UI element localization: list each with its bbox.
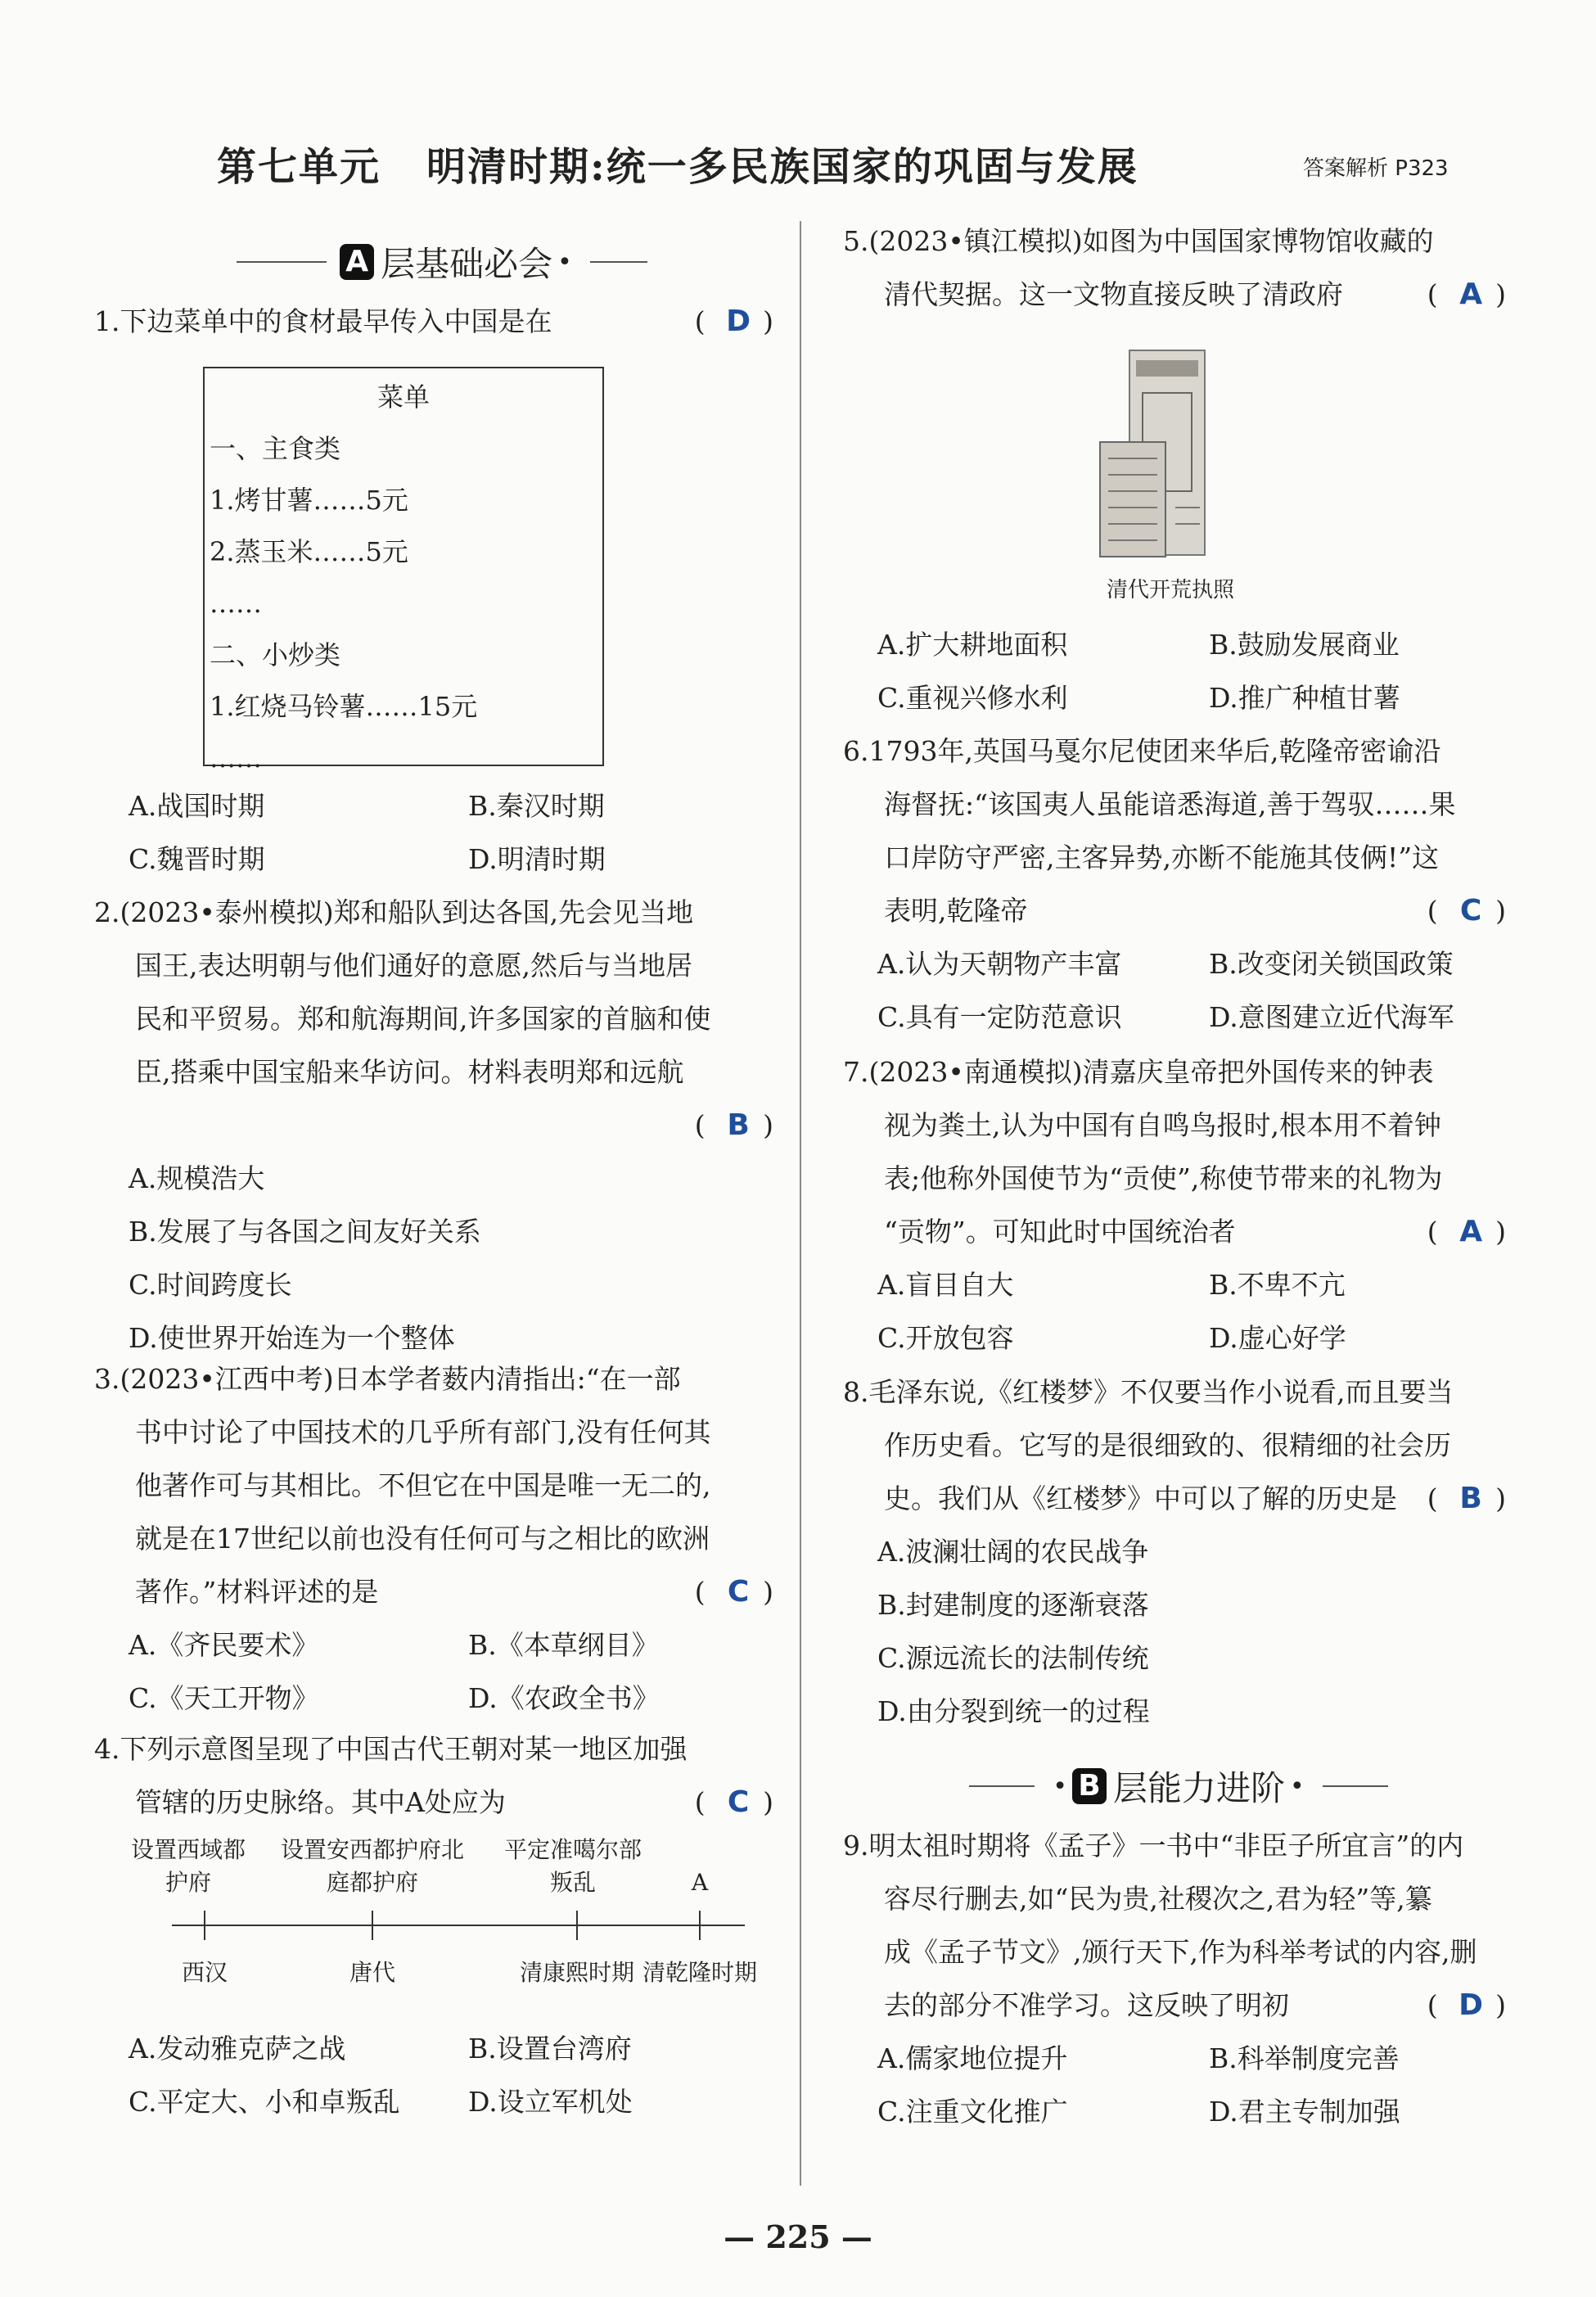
option[interactable]: C.平定大、小和卓叛乱	[128, 2086, 400, 2118]
answer-box: ( B )	[94, 1099, 773, 1152]
option[interactable]: B.封建制度的逐渐衰落	[877, 1589, 1149, 1621]
question-stem-line: 9.明太祖时期将《孟子》一书中“非臣子所宜言”的内	[843, 1830, 1464, 1862]
question-stem-line: 成《孟子节文》,颁行天下,作为科举考试的内容,删	[884, 1936, 1477, 1968]
menu-line: 一、主食类	[210, 433, 341, 464]
menu-line: ……	[210, 588, 262, 619]
menu-line: 二、小炒类	[210, 639, 341, 670]
header-dot: •	[1053, 1771, 1067, 1801]
question-4-options	[94, 2022, 773, 2128]
unit-title-text: 明清时期:统一多民族国家的巩固与发展	[426, 144, 1138, 190]
answer-box: ( C )	[1427, 884, 1506, 937]
answer-letter: C	[727, 1785, 750, 1819]
header-rule	[969, 1785, 1035, 1787]
question-stem: 1.下边菜单中的食材最早传入中国是在	[94, 305, 552, 337]
option[interactable]: D.推广种植甘薯	[1209, 682, 1400, 714]
menu-title: 菜单	[376, 381, 430, 413]
question-8	[843, 1365, 1506, 1738]
answer-box: ( D )	[1427, 1979, 1506, 2032]
question-stem-line: 8.毛泽东说,《红楼梦》不仅要当作小说看,而且要当	[843, 1376, 1454, 1408]
question-stem-line: 臣,搭乘中国宝船来华访问。材料表明郑和远航	[135, 1056, 684, 1088]
section-b-badge: B	[1072, 1768, 1107, 1804]
timeline-event: 设置安西都护府北庭都护府	[280, 1836, 464, 1896]
question-stem-line: 表明,乾隆帝	[884, 895, 1028, 927]
option[interactable]: C.源远流长的法制传统	[877, 1642, 1149, 1674]
answer-letter: B	[727, 1108, 750, 1142]
option[interactable]: D.《农政全书》	[468, 1682, 660, 1714]
option[interactable]: C.具有一定防范意识	[877, 1001, 1122, 1033]
question-stem-line: 就是在17世纪以前也没有任何可与之相比的欧洲	[135, 1523, 710, 1555]
timeline-period: 西汉	[181, 1959, 228, 1986]
option[interactable]: A.波澜壮阔的农民战争	[877, 1536, 1149, 1568]
question-stem-line: 著作。”材料评述的是	[135, 1576, 379, 1608]
timeline-diagram	[131, 1834, 761, 1997]
option[interactable]: B.科举制度完善	[1209, 2042, 1400, 2074]
option[interactable]: C.重视兴修水利	[877, 682, 1068, 714]
header-rule	[237, 261, 327, 263]
section-b-label: 层能力进阶	[1112, 1768, 1285, 1808]
section-a-header	[196, 233, 688, 291]
header-rule	[1323, 1785, 1388, 1787]
menu-line: 1.红烧马铃薯……15元	[210, 691, 478, 722]
question-stem-line: 5.(2023•镇江模拟)如图为中国国家博物馆收藏的	[843, 225, 1434, 257]
answer-letter: B	[1459, 1482, 1482, 1515]
answer-letter: D	[1458, 1988, 1484, 2022]
option[interactable]: C.魏晋时期	[128, 843, 265, 875]
question-stem-line: “贡物”。可知此时中国统治者	[884, 1216, 1236, 1248]
question-stem-line: 书中讨论了中国技术的几乎所有部门,没有任何其	[135, 1416, 711, 1448]
timeline-event-a: A	[691, 1869, 709, 1896]
answer-box: ( A )	[1427, 268, 1506, 321]
answer-letter: D	[726, 305, 751, 338]
option[interactable]: D.虚心好学	[1209, 1322, 1346, 1354]
question-stem-line: 7.(2023•南通模拟)清嘉庆皇帝把外国传来的钟表	[843, 1056, 1434, 1088]
option[interactable]: B.设置台湾府	[468, 2033, 632, 2065]
question-1	[94, 295, 773, 348]
answer-box: ( D )	[695, 295, 773, 348]
answer-letter: C	[1459, 894, 1482, 927]
header-dot: •	[1290, 1771, 1305, 1801]
option[interactable]: B.《本草纲目》	[468, 1629, 659, 1661]
question-stem-line: 作历史看。它写的是很细致的、很精细的社会历	[884, 1429, 1451, 1461]
question-1-options	[94, 779, 773, 886]
timeline-period: 清康熙时期	[519, 1959, 634, 1986]
timeline-period: 唐代	[349, 1959, 395, 1986]
column-divider	[800, 221, 801, 2186]
question-5	[843, 214, 1506, 321]
question-stem-line: 他著作可与其相比。不但它在中国是唯一无二的,	[135, 1469, 711, 1501]
option[interactable]: D.由分裂到统一的过程	[877, 1695, 1150, 1727]
menu-line: ……	[210, 742, 262, 774]
option[interactable]: D.明清时期	[468, 843, 606, 875]
option[interactable]: A.儒家地位提升	[877, 2042, 1068, 2074]
answer-box: ( A )	[1427, 1205, 1506, 1258]
question-stem-line: 4.下列示意图呈现了中国古代王朝对某一地区加强	[94, 1733, 688, 1765]
question-stem-line: 3.(2023•江西中考)日本学者薮内清指出:“在一部	[94, 1363, 681, 1395]
timeline-event: 平定准噶尔部叛乱	[503, 1836, 642, 1896]
answer-box: ( C )	[695, 1776, 773, 1829]
question-stem-line: 海督抚:“该国夷人虽能谙悉海道,善于驾驭……果	[884, 788, 1456, 820]
timeline-period: 清乾隆时期	[642, 1959, 757, 1986]
answer-box: ( B )	[1427, 1472, 1506, 1525]
answer-letter: A	[1459, 278, 1483, 311]
option[interactable]: B.秦汉时期	[468, 790, 605, 822]
question-5-options	[843, 618, 1506, 724]
question-stem-line: 6.1793年,英国马戛尔尼使团来华后,乾隆帝密谕沿	[843, 735, 1441, 767]
question-stem-line: 表;他称外国使节为“贡使”,称使节带来的礼物为	[884, 1162, 1443, 1194]
question-6	[843, 724, 1506, 1044]
question-stem-line: 管辖的历史脉络。其中A处应为	[135, 1786, 506, 1818]
question-2	[94, 886, 773, 1365]
option[interactable]: B.发展了与各国之间友好关系	[128, 1216, 481, 1248]
question-stem-line: 国王,表达明朝与他们通好的意愿,然后与当地居	[135, 950, 692, 982]
option[interactable]: C.《天工开物》	[128, 1682, 319, 1714]
question-stem-line: 口岸防守严密,主客异势,亦断不能施其伎俩!”这	[884, 842, 1440, 873]
option[interactable]: A.扩大耕地面积	[877, 629, 1068, 661]
question-3	[94, 1352, 773, 1725]
menu-box	[203, 367, 604, 774]
unit-title-number: 第七单元	[217, 144, 381, 190]
menu-line: 2.蒸玉米……5元	[210, 536, 408, 567]
header-rule	[590, 261, 647, 263]
option[interactable]: A.规模浩大	[128, 1162, 265, 1194]
header-dot: •	[557, 247, 572, 277]
question-7	[843, 1045, 1506, 1365]
option[interactable]: A.盲目自大	[877, 1269, 1014, 1301]
option[interactable]: A.《齐民要术》	[128, 1629, 319, 1661]
land-reclamation-license-image	[1097, 344, 1211, 565]
page-number: — 225 —	[724, 2218, 872, 2255]
option[interactable]: B.鼓励发展商业	[1209, 629, 1400, 661]
option[interactable]: A.战国时期	[128, 790, 265, 822]
option[interactable]: D.君主专制加强	[1209, 2096, 1400, 2128]
option[interactable]: D.设立军机处	[468, 2086, 633, 2118]
question-4	[94, 1722, 773, 1829]
question-stem-line: 民和平贸易。郑和航海期间,许多国家的首脑和使	[135, 1003, 711, 1035]
option[interactable]: B.不卑不亢	[1209, 1269, 1346, 1301]
question-stem-line: 2.(2023•泰州模拟)郑和船队到达各国,先会见当地	[94, 896, 694, 928]
question-stem-line: 去的部分不准学习。这反映了明初	[884, 1989, 1289, 2021]
question-9	[843, 1819, 1506, 2138]
answer-letter: C	[727, 1575, 750, 1609]
unit-title	[217, 135, 1138, 192]
answer-reference: 答案解析 P323	[1303, 156, 1449, 181]
question-stem-line: 史。我们从《红楼梦》中可以了解的历史是	[884, 1482, 1397, 1514]
question-stem-line: 清代契据。这一文物直接反映了清政府	[884, 278, 1343, 310]
section-a-badge: A	[340, 244, 374, 280]
section-b-header	[933, 1758, 1424, 1815]
answer-box: ( C )	[695, 1565, 773, 1618]
option[interactable]: C.开放包容	[877, 1322, 1014, 1354]
option[interactable]: D.意图建立近代海军	[1209, 1001, 1454, 1033]
answer-letter: A	[1459, 1215, 1483, 1248]
option[interactable]: C.注重文化推广	[877, 2096, 1068, 2128]
section-a-label: 层基础必会	[381, 244, 553, 284]
question-stem-line: 容尽行删去,如“民为贵,社稷次之,君为轻”等,纂	[884, 1883, 1432, 1915]
question-stem-line: 视为粪土,认为中国有自鸣鸟报时,根本用不着钟	[884, 1109, 1441, 1141]
timeline-event: 设置西域都护府	[131, 1836, 246, 1896]
option[interactable]: D.使世界开始连为一个整体	[128, 1322, 455, 1354]
menu-line: 1.烤甘薯……5元	[210, 485, 408, 516]
timeline-axis	[156, 1899, 761, 1948]
option[interactable]: A.认为天朝物产丰富	[877, 948, 1122, 980]
option[interactable]: B.改变闭关锁国政策	[1209, 948, 1454, 980]
option[interactable]: C.时间跨度长	[128, 1269, 292, 1301]
image-caption: 清代开荒执照	[1106, 578, 1234, 602]
option[interactable]: A.发动雅克萨之战	[128, 2033, 346, 2065]
